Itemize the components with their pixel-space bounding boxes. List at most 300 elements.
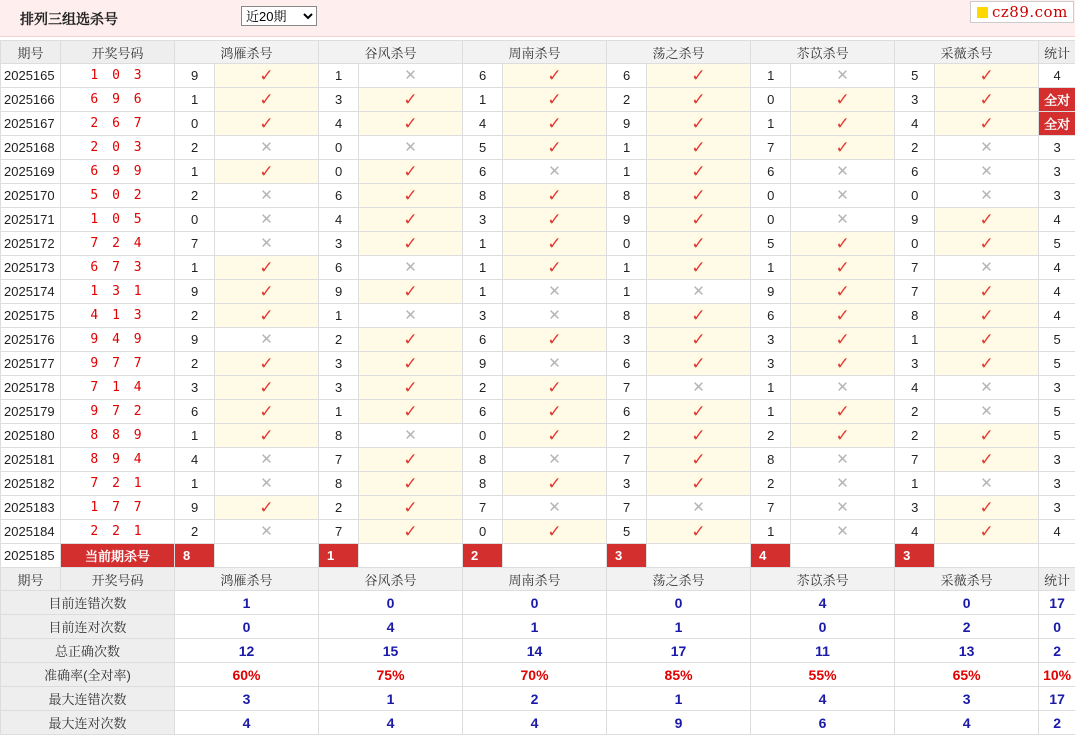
result-cell (935, 160, 1039, 184)
result-cell (647, 208, 751, 232)
check-icon: ✓ (259, 354, 273, 373)
kill-number: 4 (319, 112, 359, 136)
result-cell (935, 472, 1039, 496)
kill-number: 1 (751, 256, 791, 280)
result-cell (647, 376, 751, 400)
result-cell (359, 232, 463, 256)
result-cell (647, 472, 751, 496)
result-cell (791, 304, 895, 328)
kill-number: 5 (895, 64, 935, 88)
summary-stat: 2 (1039, 639, 1075, 663)
result-cell (359, 88, 463, 112)
table-row (1, 496, 1075, 520)
kill-number: 1 (751, 400, 791, 424)
table-row (1, 520, 1075, 544)
summary-value: 3 (895, 687, 1039, 711)
table-row (1, 400, 1075, 424)
result-cell (935, 136, 1039, 160)
result-cell (359, 400, 463, 424)
result-cell (503, 472, 607, 496)
result-cell (791, 208, 895, 232)
result-cell (647, 232, 751, 256)
issue-number: 2025165 (1, 64, 61, 88)
stat-count: 3 (1039, 472, 1075, 496)
kill-number: 3 (319, 352, 359, 376)
result-cell (647, 112, 751, 136)
kill-number: 1 (319, 304, 359, 328)
check-icon: ✓ (691, 402, 705, 421)
kill-number: 9 (463, 352, 503, 376)
table-row (1, 184, 1075, 208)
check-icon: ✓ (835, 138, 849, 157)
result-cell (935, 424, 1039, 448)
issue-number: 2025178 (1, 376, 61, 400)
check-icon: ✓ (979, 282, 993, 301)
result-cell (791, 184, 895, 208)
check-icon: ✓ (979, 522, 993, 541)
kill-number: 1 (751, 112, 791, 136)
result-cell (791, 112, 895, 136)
draw-number: 9 7 2 (61, 400, 175, 424)
result-cell (503, 232, 607, 256)
kill-number: 3 (463, 208, 503, 232)
kill-number: 1 (895, 328, 935, 352)
kill-number: 2 (895, 400, 935, 424)
result-cell (359, 520, 463, 544)
summary-value: 1 (463, 615, 607, 639)
summary-header (1, 568, 1075, 591)
bottom-issue-header: 期号 (1, 568, 61, 591)
check-icon: ✓ (979, 114, 993, 133)
result-cell (215, 160, 319, 184)
cross-icon: ✕ (404, 259, 417, 276)
cross-icon: ✕ (980, 379, 993, 396)
summary-value: 60% (175, 663, 319, 687)
cross-icon: ✕ (836, 523, 849, 540)
kill-number: 9 (751, 280, 791, 304)
kill-number: 0 (895, 232, 935, 256)
check-icon: ✓ (979, 354, 993, 373)
result-cell (791, 256, 895, 280)
result-cell (647, 328, 751, 352)
result-cell (503, 328, 607, 352)
summary-value: 85% (607, 663, 751, 687)
kill-number: 3 (751, 328, 791, 352)
summary-value: 1 (175, 591, 319, 615)
cross-icon: ✕ (260, 235, 273, 252)
all-correct-badge: 全对 (1039, 88, 1075, 112)
check-icon: ✓ (259, 114, 273, 133)
bottom-draw-header: 开奖号码 (61, 568, 175, 591)
kill-number: 8 (607, 304, 647, 328)
result-cell (647, 448, 751, 472)
table-row (1, 208, 1075, 232)
kill-number: 0 (175, 208, 215, 232)
kill-number: 3 (319, 232, 359, 256)
check-icon: ✓ (547, 186, 561, 205)
summary-value: 4 (319, 615, 463, 639)
table-row (1, 136, 1075, 160)
result-cell (215, 64, 319, 88)
kill-number: 2 (607, 424, 647, 448)
result-cell (215, 184, 319, 208)
result-cell (503, 160, 607, 184)
result-cell (647, 424, 751, 448)
check-icon: ✓ (691, 426, 705, 445)
check-icon: ✓ (403, 450, 417, 469)
kill-number: 0 (751, 184, 791, 208)
kill-number: 2 (319, 496, 359, 520)
result-cell (503, 64, 607, 88)
summary-row (1, 639, 1075, 663)
kill-number: 2 (175, 520, 215, 544)
summary-value: 65% (895, 663, 1039, 687)
check-icon: ✓ (547, 402, 561, 421)
kill-number: 1 (175, 160, 215, 184)
kill-number: 8 (319, 424, 359, 448)
result-cell (791, 376, 895, 400)
draw-number: 4 1 3 (61, 304, 175, 328)
issue-number: 2025171 (1, 208, 61, 232)
summary-stat: 10% (1039, 663, 1075, 687)
current-empty-cell (791, 544, 895, 568)
check-icon: ✓ (259, 426, 273, 445)
kill-number: 5 (607, 520, 647, 544)
cross-icon: ✕ (548, 451, 561, 468)
result-cell (503, 400, 607, 424)
stat-count: 4 (1039, 280, 1075, 304)
stat-count: 5 (1039, 352, 1075, 376)
cross-icon: ✕ (548, 307, 561, 324)
result-cell (359, 136, 463, 160)
result-cell (359, 304, 463, 328)
summary-label: 总正确次数 (1, 639, 175, 663)
kill-number: 2 (607, 88, 647, 112)
check-icon: ✓ (547, 114, 561, 133)
kill-number: 2 (895, 136, 935, 160)
cross-icon: ✕ (260, 523, 273, 540)
summary-value: 2 (463, 687, 607, 711)
cross-icon: ✕ (548, 499, 561, 516)
cross-icon: ✕ (836, 211, 849, 228)
cross-icon: ✕ (836, 187, 849, 204)
bottom-expert-header: 周南杀号 (463, 568, 607, 591)
stat-count: 4 (1039, 208, 1075, 232)
kill-number: 1 (319, 64, 359, 88)
summary-value: 2 (895, 615, 1039, 639)
cross-icon: ✕ (692, 283, 705, 300)
issue-number: 2025179 (1, 400, 61, 424)
table-row (1, 472, 1075, 496)
kill-number: 6 (463, 64, 503, 88)
kill-number: 4 (463, 112, 503, 136)
result-cell (215, 208, 319, 232)
stat-count: 3 (1039, 136, 1075, 160)
stat-count: 3 (1039, 448, 1075, 472)
summary-value: 1 (607, 687, 751, 711)
result-cell (935, 232, 1039, 256)
check-icon: ✓ (691, 522, 705, 541)
result-cell (215, 448, 319, 472)
result-cell (359, 328, 463, 352)
kill-number: 1 (607, 136, 647, 160)
check-icon: ✓ (691, 162, 705, 181)
kill-number: 9 (175, 496, 215, 520)
kill-number: 1 (175, 424, 215, 448)
cross-icon: ✕ (692, 379, 705, 396)
cross-icon: ✕ (548, 355, 561, 372)
result-cell (935, 376, 1039, 400)
cross-icon: ✕ (980, 403, 993, 420)
result-cell (359, 112, 463, 136)
kill-number: 0 (751, 88, 791, 112)
result-cell (791, 232, 895, 256)
site-logo[interactable] (970, 1, 1074, 23)
kill-number: 2 (751, 472, 791, 496)
kill-number: 3 (319, 376, 359, 400)
result-cell (215, 400, 319, 424)
page-title: 排列三组选杀号 (20, 9, 118, 29)
kill-number: 8 (319, 472, 359, 496)
draw-number: 8 8 9 (61, 424, 175, 448)
kill-number: 1 (463, 280, 503, 304)
result-cell (359, 376, 463, 400)
kill-number: 1 (175, 88, 215, 112)
result-cell (215, 472, 319, 496)
kill-number: 1 (463, 256, 503, 280)
kill-number: 5 (751, 232, 791, 256)
table-row (1, 112, 1075, 136)
kill-number: 9 (175, 328, 215, 352)
stat-count: 5 (1039, 232, 1075, 256)
stat-count: 4 (1039, 304, 1075, 328)
kill-number: 3 (463, 304, 503, 328)
cross-icon: ✕ (260, 211, 273, 228)
kill-number: 9 (175, 280, 215, 304)
summary-row (1, 687, 1075, 711)
result-cell (215, 280, 319, 304)
issue-number: 2025182 (1, 472, 61, 496)
kill-number: 1 (175, 256, 215, 280)
kill-number: 1 (463, 232, 503, 256)
current-kill-number: 3 (895, 544, 935, 568)
draw-number: 7 2 4 (61, 232, 175, 256)
cross-icon: ✕ (404, 307, 417, 324)
result-cell (503, 280, 607, 304)
stat-count: 3 (1039, 496, 1075, 520)
issue-number: 2025166 (1, 88, 61, 112)
issue-number: 2025180 (1, 424, 61, 448)
result-cell (215, 136, 319, 160)
cross-icon: ✕ (404, 67, 417, 84)
result-cell (935, 88, 1039, 112)
result-cell (935, 64, 1039, 88)
current-kill-number: 4 (751, 544, 791, 568)
result-cell (647, 520, 751, 544)
check-icon: ✓ (547, 66, 561, 85)
draw-number: 8 9 4 (61, 448, 175, 472)
result-cell (647, 160, 751, 184)
check-icon: ✓ (259, 306, 273, 325)
result-cell (791, 520, 895, 544)
kill-number: 8 (463, 184, 503, 208)
result-cell (503, 184, 607, 208)
result-cell (647, 136, 751, 160)
result-cell (791, 400, 895, 424)
draw-number: 7 2 1 (61, 472, 175, 496)
summary-label: 目前连对次数 (1, 615, 175, 639)
cross-icon: ✕ (980, 163, 993, 180)
draw-number: 5 0 2 (61, 184, 175, 208)
current-kill-number: 1 (319, 544, 359, 568)
kill-number: 9 (607, 208, 647, 232)
check-icon: ✓ (259, 66, 273, 85)
result-cell (935, 328, 1039, 352)
cross-icon: ✕ (548, 163, 561, 180)
kill-number: 4 (175, 448, 215, 472)
summary-value: 0 (895, 591, 1039, 615)
kill-number: 2 (319, 328, 359, 352)
check-icon: ✓ (403, 378, 417, 397)
summary-value: 11 (751, 639, 895, 663)
check-icon: ✓ (835, 90, 849, 109)
summary-value: 4 (463, 711, 607, 735)
issue-number: 2025177 (1, 352, 61, 376)
kill-number: 2 (175, 184, 215, 208)
result-cell (359, 472, 463, 496)
stat-count: 3 (1039, 184, 1075, 208)
summary-row (1, 663, 1075, 687)
kill-number: 4 (895, 376, 935, 400)
result-cell (791, 280, 895, 304)
draw-number: 1 3 1 (61, 280, 175, 304)
check-icon: ✓ (691, 210, 705, 229)
check-icon: ✓ (259, 402, 273, 421)
current-empty-cell (215, 544, 319, 568)
result-cell (215, 376, 319, 400)
top-issue-header: 期号 (1, 41, 61, 64)
stat-count: 3 (1039, 376, 1075, 400)
result-cell (503, 208, 607, 232)
table-row (1, 280, 1075, 304)
kill-number: 6 (751, 304, 791, 328)
summary-value: 3 (175, 687, 319, 711)
current-kill-number: 8 (175, 544, 215, 568)
summary-row (1, 615, 1075, 639)
summary-stat: 17 (1039, 687, 1075, 711)
bottom-expert-header: 苶苡杀号 (751, 568, 895, 591)
summary-value: 0 (751, 615, 895, 639)
check-icon: ✓ (403, 354, 417, 373)
check-icon: ✓ (979, 210, 993, 229)
kill-number: 8 (463, 448, 503, 472)
check-icon: ✓ (547, 90, 561, 109)
summary-value: 4 (895, 711, 1039, 735)
summary-value: 4 (175, 711, 319, 735)
check-icon: ✓ (403, 186, 417, 205)
top-expert-header: 周南杀号 (463, 41, 607, 64)
summary-value: 14 (463, 639, 607, 663)
result-cell (647, 64, 751, 88)
kill-number-table (0, 40, 1075, 735)
result-cell (935, 352, 1039, 376)
top-expert-header: 采薇杀号 (895, 41, 1039, 64)
top-expert-header: 鸿雁杀号 (175, 41, 319, 64)
top-draw-header: 开奖号码 (61, 41, 175, 64)
check-icon: ✓ (979, 90, 993, 109)
period-select[interactable] (241, 6, 317, 26)
check-icon: ✓ (547, 210, 561, 229)
table-row (1, 424, 1075, 448)
check-icon: ✓ (979, 306, 993, 325)
cross-icon: ✕ (836, 451, 849, 468)
kill-number: 9 (319, 280, 359, 304)
kill-number: 3 (175, 376, 215, 400)
kill-number: 2 (175, 136, 215, 160)
check-icon: ✓ (403, 402, 417, 421)
kill-number: 4 (895, 112, 935, 136)
result-cell (359, 208, 463, 232)
bottom-expert-header: 荡之杀号 (607, 568, 751, 591)
cross-icon: ✕ (980, 139, 993, 156)
table-header (1, 41, 1075, 64)
all-correct-badge: 全对 (1039, 112, 1075, 136)
kill-number: 0 (463, 424, 503, 448)
kill-number: 0 (319, 136, 359, 160)
result-cell (359, 256, 463, 280)
kill-number: 1 (895, 472, 935, 496)
summary-value: 75% (319, 663, 463, 687)
result-cell (935, 400, 1039, 424)
result-cell (791, 64, 895, 88)
summary-stat: 0 (1039, 615, 1075, 639)
check-icon: ✓ (835, 306, 849, 325)
current-empty-cell (359, 544, 463, 568)
check-icon: ✓ (691, 138, 705, 157)
cross-icon: ✕ (260, 187, 273, 204)
check-icon: ✓ (691, 258, 705, 277)
check-icon: ✓ (691, 90, 705, 109)
check-icon: ✓ (403, 330, 417, 349)
summary-value: 9 (607, 711, 751, 735)
check-icon: ✓ (547, 138, 561, 157)
check-icon: ✓ (691, 354, 705, 373)
result-cell (215, 232, 319, 256)
summary-row (1, 711, 1075, 735)
summary-row (1, 591, 1075, 615)
check-icon: ✓ (403, 282, 417, 301)
cross-icon: ✕ (260, 331, 273, 348)
issue-number: 2025181 (1, 448, 61, 472)
kill-number: 6 (607, 352, 647, 376)
draw-number: 7 1 4 (61, 376, 175, 400)
check-icon: ✓ (259, 90, 273, 109)
kill-number: 7 (319, 520, 359, 544)
current-kill-number: 2 (463, 544, 503, 568)
result-cell (359, 64, 463, 88)
cross-icon: ✕ (836, 499, 849, 516)
kill-number: 6 (895, 160, 935, 184)
draw-number: 9 4 9 (61, 328, 175, 352)
draw-number: 6 9 6 (61, 88, 175, 112)
check-icon: ✓ (691, 234, 705, 253)
summary-stat: 17 (1039, 591, 1075, 615)
result-cell (935, 496, 1039, 520)
table-row (1, 64, 1075, 88)
check-icon: ✓ (403, 210, 417, 229)
check-icon: ✓ (835, 402, 849, 421)
cross-icon: ✕ (980, 259, 993, 276)
